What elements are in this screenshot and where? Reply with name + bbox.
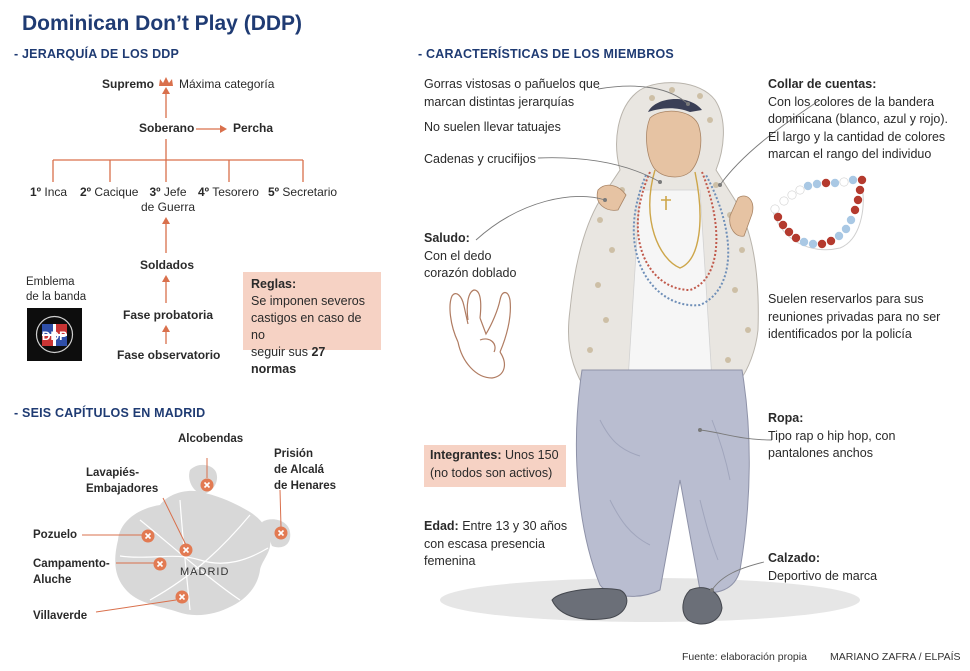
- bead-necklace-image: [771, 176, 866, 250]
- rank-tesorero: 4º Tesorero: [198, 185, 259, 199]
- note-reuniones: Suelen reservarlos para sus reuniones privadas para no ser identificados por la policía: [768, 292, 941, 341]
- footer-source: Fuente: elaboración propia: [682, 651, 807, 663]
- rank-soberano: Soberano: [139, 121, 195, 135]
- rank-cacique: 2º Cacique: [80, 185, 139, 199]
- note-calzado: Calzado: Deportivo de marca: [768, 551, 878, 583]
- rank-fase-probatoria: Fase probatoria: [123, 308, 214, 322]
- note-tatuajes: No suelen llevar tatuajes: [424, 120, 561, 134]
- map-label-lavapies: Lavapiés- Embajadores: [86, 467, 159, 495]
- salute-hand-image: [450, 290, 510, 378]
- map-label-prision: Prisión de Alcalá de Henares: [274, 448, 337, 492]
- section-hierarchy-header: - JERARQUÍA DE LOS DDP: [14, 47, 180, 61]
- rank-percha: Percha: [233, 121, 274, 135]
- note-edad: Edad: Entre 13 y 30 años con escasa presencia femenina: [424, 519, 568, 568]
- emblem-label: Emblema de la banda: [26, 276, 87, 303]
- note-integrantes: Integrantes: Unos 150 (no todos son activos): [424, 445, 566, 487]
- svg-text:DDP: DDP: [41, 329, 68, 343]
- note-saludo: Saludo: Con el dedo corazón doblado: [424, 231, 517, 280]
- note-cadenas: Cadenas y crucifijos: [424, 152, 536, 166]
- rank-secretario: 5º Secretario: [268, 185, 338, 199]
- footer-credit: MARIANO ZAFRA / ELPAÍS: [830, 651, 961, 663]
- map-label-campamento: Campamento- Aluche: [33, 558, 110, 586]
- section-chapters-header: - SEIS CAPÍTULOS EN MADRID: [14, 406, 206, 420]
- map-label-pozuelo: Pozuelo: [33, 529, 78, 541]
- section-members-header: - CARACTERÍSTICAS DE LOS MIEMBROS: [418, 47, 674, 61]
- rank-jefe-guerra: 3º Jefe de Guerra: [141, 185, 196, 214]
- map-city-label: MADRID: [180, 566, 230, 578]
- rank-inca: 1º Inca: [30, 185, 68, 199]
- rank-supremo-note: Máxima categoría: [179, 77, 275, 91]
- map-label-villaverde: Villaverde: [33, 610, 88, 622]
- rank-fase-observatorio: Fase observatorio: [117, 348, 221, 362]
- note-collar: Collar de cuentas: Con los colores de la bandera dominicana (blanco, azul y rojo). El largo y la cantidad de colores marcan el rango del individuo: [768, 77, 948, 161]
- page-title: Dominican Don’t Play (DDP): [22, 12, 303, 35]
- note-gorras: Gorras vistosas o pañuelos que marcan distintas jerarquías: [424, 77, 600, 109]
- rank-soldados: Soldados: [140, 258, 195, 272]
- rank-supremo: Supremo: [102, 77, 155, 91]
- rules-box: Reglas: Se imponen severos castigos en caso de no seguir sus 27 normas: [243, 272, 381, 350]
- note-ropa: Ropa: Tipo rap o hip hop, con pantalones anchos: [768, 411, 896, 460]
- map-label-alcobendas: Alcobendas: [178, 433, 244, 445]
